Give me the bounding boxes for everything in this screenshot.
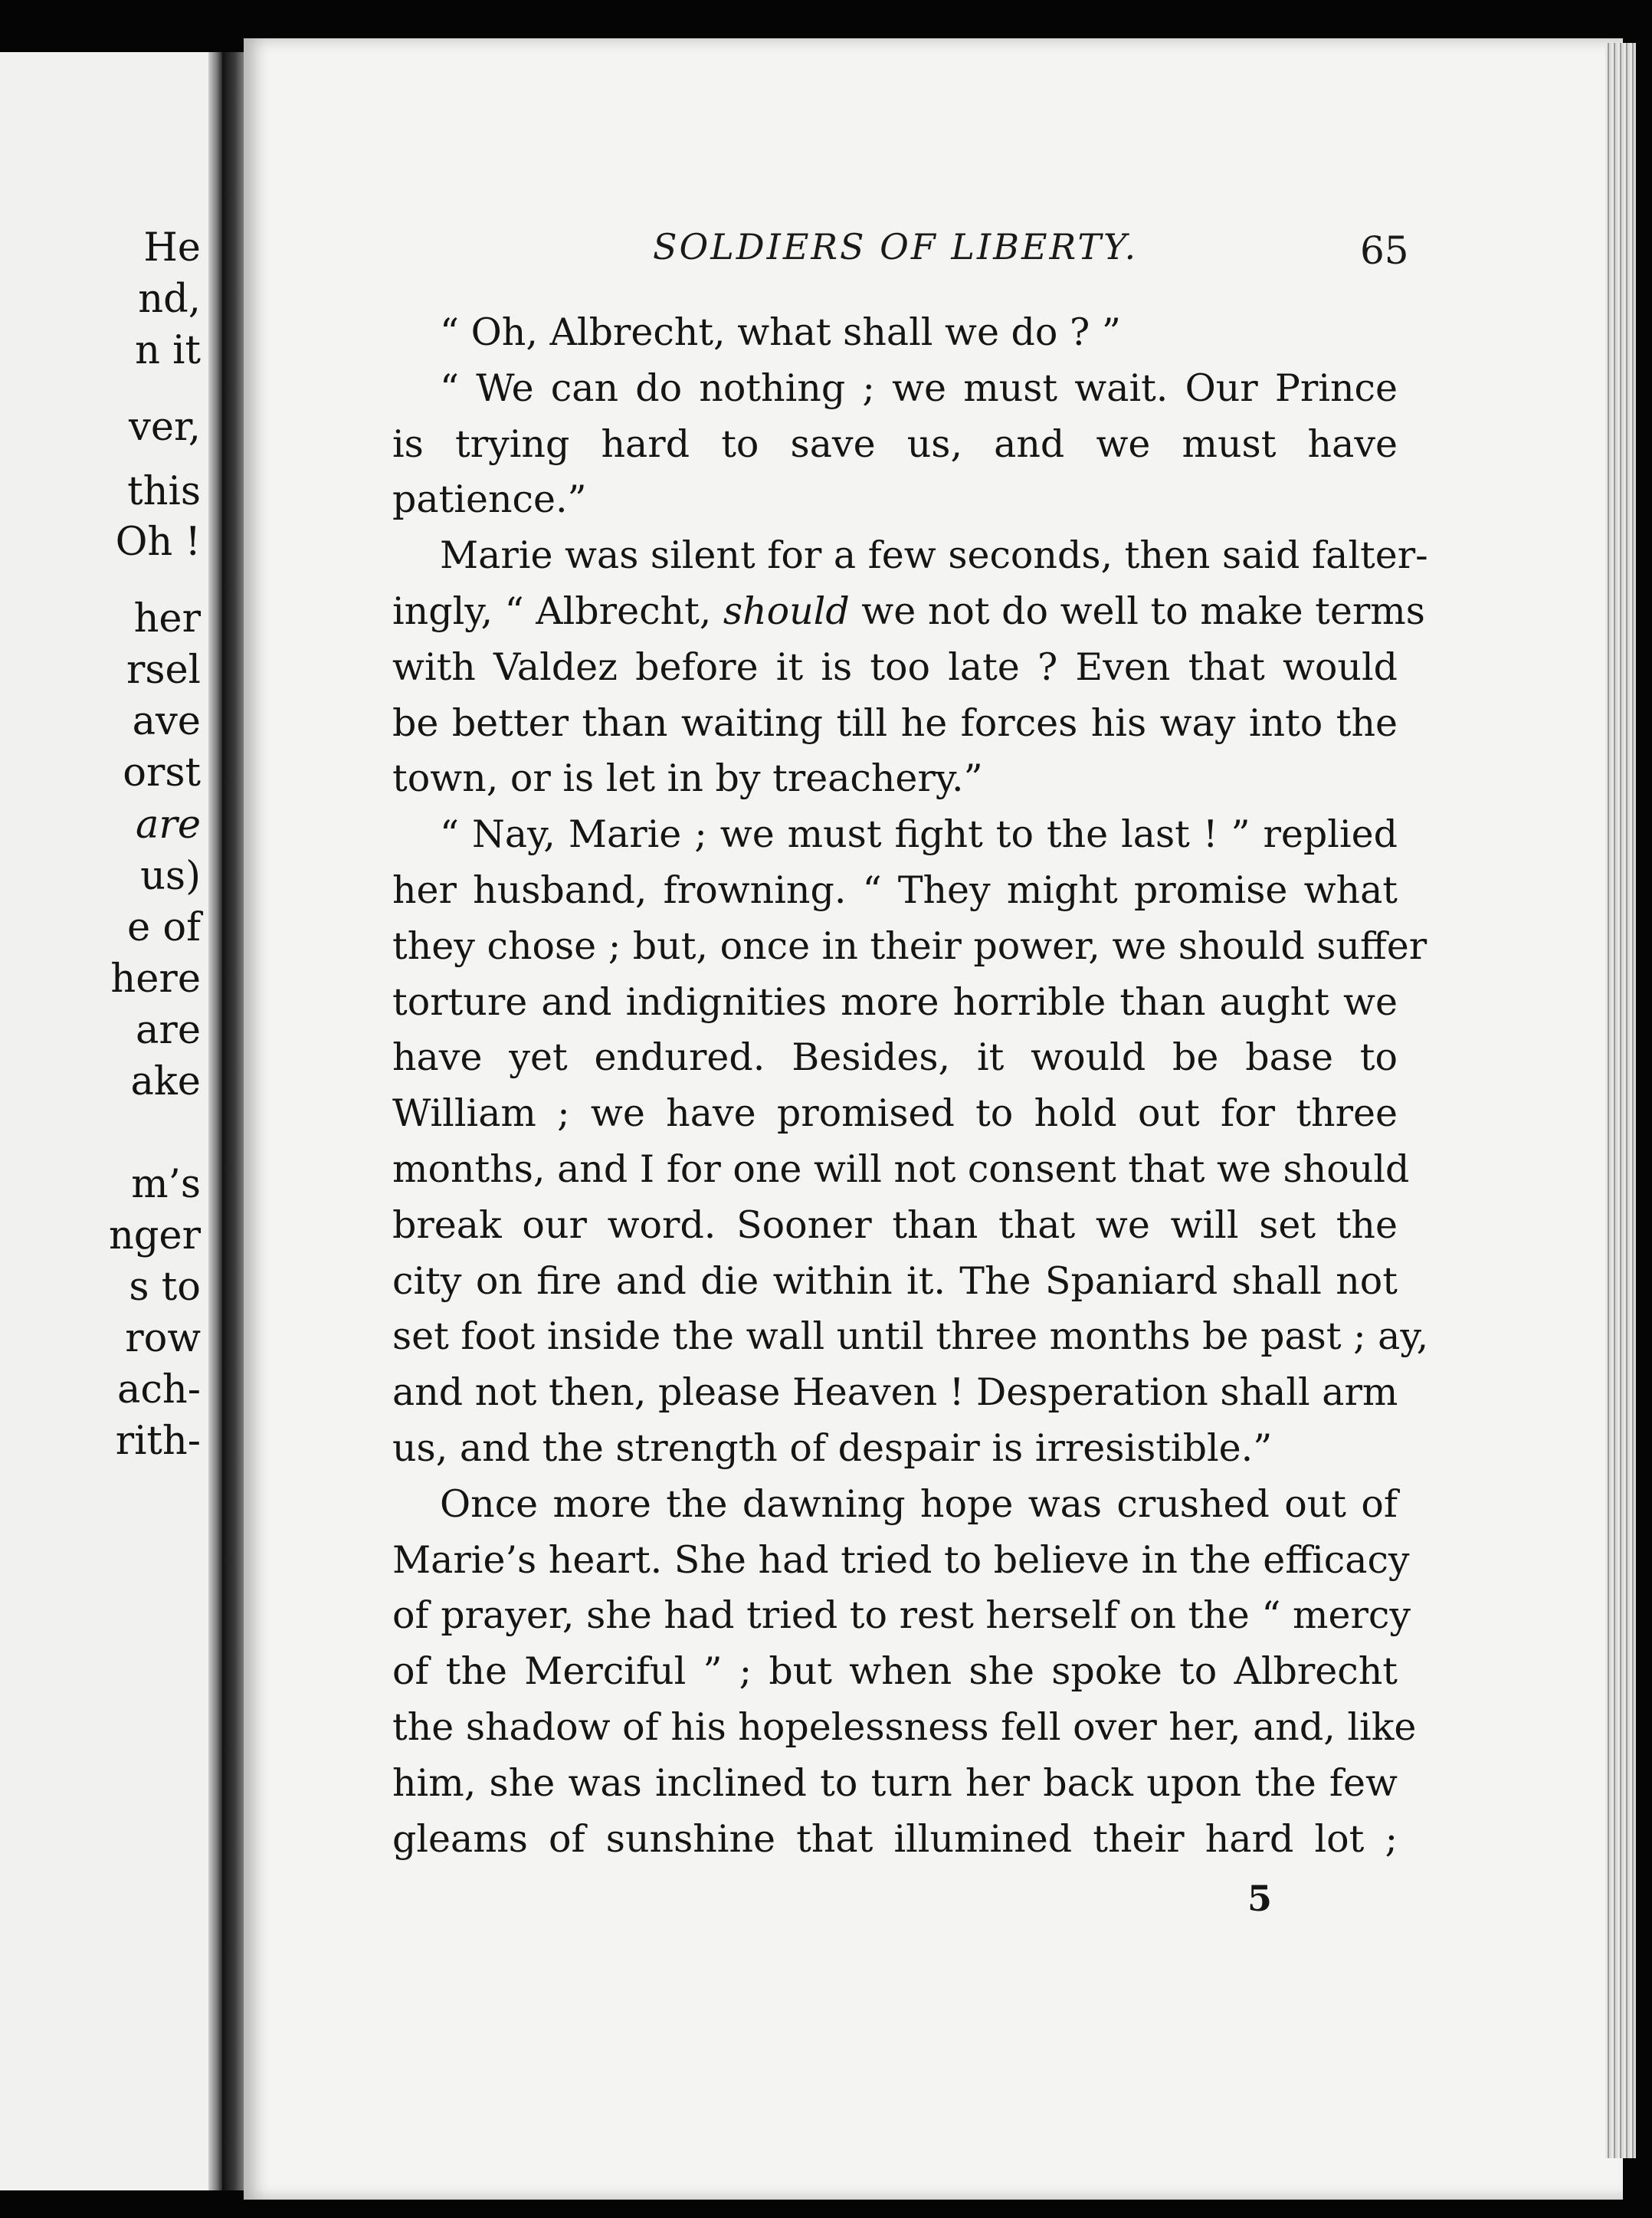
facing-page-fragment: rith- [115,1419,201,1464]
text-line: of the Merciful ” ; but when she spoke to Albrecht [392,1649,1398,1694]
book-spine-shadow [208,52,222,2190]
facing-page-fragment: nger [108,1213,201,1258]
text-line: ingly, “ Albrecht, should we not do well to make terms [392,589,1425,633]
text-line: break our word. Sooner than that we will set the [392,1203,1398,1247]
text-line: Marie’s heart. She had tried to believe in the efficacy [392,1537,1410,1582]
page-edges [1605,43,1636,2158]
facing-page-fragment: ake [130,1059,201,1104]
text-line: “ Nay, Marie ; we must fight to the last ! ” replied [440,812,1398,857]
facing-page-fragment: He [143,225,201,271]
text-line: Once more the dawning hope was crushed out of [440,1481,1398,1526]
running-title: SOLDIERS OF LIBERTY. [653,226,1139,267]
facing-page-fragment: nd, [138,277,201,322]
facing-page-fragment: ave [132,699,201,744]
text-line: “ We can do nothing ; we must wait. Our Prince [440,366,1398,410]
text-line: “ Oh, Albrecht, what shall we do ? ” [440,310,1121,354]
text-line: city on fire and die within it. The Spaniard shall not [392,1258,1398,1303]
text-line: of prayer, she had tried to rest herself on the “ mercy [392,1593,1411,1638]
text-line: they chose ; but, once in their power, we should suffer [392,924,1427,968]
facing-page-fragment: s to [129,1265,201,1310]
facing-page-left [0,52,222,2190]
facing-page-fragment: are [136,1008,201,1053]
facing-page-fragment: orst [123,750,201,796]
emphasis: should [723,589,850,633]
facing-page-fragment: n it [135,328,201,373]
facing-page-fragment: ver, [129,405,201,450]
facing-page-fragment: are [136,802,201,848]
text-line: town, or is let in by treachery.” [392,756,983,801]
facing-page-fragment: m’s [131,1162,201,1207]
text-line: with Valdez before it is too late ? Even that would [392,645,1398,689]
page-number: 65 [1360,228,1409,273]
text-line: and not then, please Heaven ! Desperation shall arm [392,1370,1398,1415]
text-line: months, and I for one will not consent that we should [392,1147,1410,1191]
text-line: him, she was inclined to turn her back upon the few [392,1760,1398,1805]
text-line: torture and indignities more horrible than aught we [392,979,1398,1024]
text-line: set foot inside the wall until three months be past ; ay, [392,1314,1429,1359]
facing-page-fragment: Oh ! [115,520,201,565]
text-line: patience.” [392,477,587,522]
text-line: have yet endured. Besides, it would be base to [392,1035,1398,1080]
facing-page-fragment: this [127,469,201,514]
facing-page-fragment: ach- [116,1367,201,1412]
signature-mark: 5 [1247,1878,1273,1919]
text-line: her husband, frowning. “ They might promise what [392,868,1398,912]
text-line: us, and the strength of despair is irresistible.” [392,1426,1273,1470]
text-line: the shadow of his hopelessness fell over her, and, like [392,1705,1417,1749]
text-line: be better than waiting till he forces his way into the [392,701,1398,745]
text-line: William ; we have promised to hold out for three [392,1091,1398,1136]
facing-page-fragment: here [110,956,201,1002]
facing-page-fragment: rsel [126,648,201,693]
text-line: gleams of sunshine that illumined their hard lot ; [392,1816,1398,1861]
facing-page-fragment: us) [140,854,201,899]
facing-page-fragment: row [125,1316,201,1361]
facing-page-fragment: her [133,596,201,641]
body-text [392,305,1429,1867]
facing-page-fragment: e of [127,905,201,950]
text-line: Marie was silent for a few seconds, then said falter- [440,533,1428,578]
text-line: is trying hard to save us, and we must have [392,422,1398,466]
